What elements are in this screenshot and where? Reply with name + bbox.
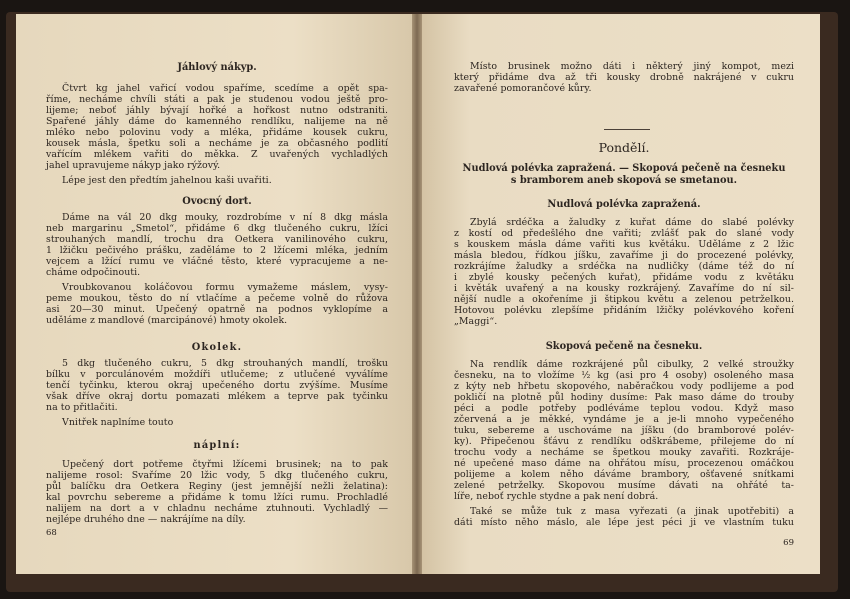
- right-page: [422, 14, 820, 574]
- text-line: zavařené pomorančové kůry.: [454, 83, 592, 94]
- text-line: nejlépe druhého dne — nakrájíme na díly.: [46, 514, 246, 525]
- text-line: který přidáme dva až tři kousky drobně nakrájené v cukru: [454, 72, 794, 83]
- text-line: tenčí tyčinku, kterou okraj upečeného dortu zvýšíme. Musíme: [46, 380, 388, 391]
- text-line: Vnitřek naplníme touto: [62, 417, 174, 428]
- section-heading: náplní:: [193, 440, 241, 451]
- text-line: Místo brusinek možno dáti i některý jiný kompot, mezi: [470, 61, 794, 72]
- text-line: asi 20—30 minut. Upečený opatrně na podnos vyklopíme a: [46, 304, 388, 315]
- text-line: vejcem a lžící rumu ve vláčné těsto, které vypracujeme a ne-: [46, 256, 388, 267]
- text-line: neb margarinu „Smetol“, přidáme 6 dkg tlučeného cukru, lžíci: [46, 223, 388, 234]
- text-line: mléko nebo polovinu vody a mléka, přidáme kousek cukru,: [46, 127, 388, 138]
- text-line: kousek másla, špetku soli a necháme je za občasného podlití: [46, 138, 388, 149]
- section-heading: Ovocný dort.: [182, 196, 252, 207]
- section-heading: Jáhlový nákyp.: [177, 62, 257, 73]
- text-line: Lépe jest den předtím jahelnou kaši uvařiti.: [62, 175, 272, 186]
- text-line: uděláme z mandlové (marcipánové) hmoty okolek.: [46, 315, 288, 326]
- text-line: ky). Připečenou šťávu z rendlíku odškrábeme, přilejeme do ní: [454, 436, 794, 447]
- text-line: „Maggi“.: [454, 316, 498, 327]
- text-line: vařícím mlékem vařiti do měkka. Z uvařených vychladlých: [46, 149, 388, 160]
- text-line: strouhaných mandlí, trochu dra Oetkera vanilinového cukru,: [46, 234, 388, 245]
- text-line: bílku v porculánovém moždíři utlučeme; z utlučené vyválíme: [46, 369, 388, 380]
- text-line: rozkrájíme žaludky a srdéčka na nudličky (dáme též do ní: [454, 261, 794, 272]
- text-line: i zbylé kousky pečených kuřat), přidáme vodu z květáku: [454, 272, 794, 283]
- text-line: Spařené jáhly dáme do kamenného rendlíku, nalijeme na ně: [46, 116, 388, 127]
- text-line: nalijeme rosol: Svaříme 20 lžic vody, 5 dkg tlučeného cukru,: [46, 470, 388, 481]
- text-line: z kostí od předešlého dne vařiti; zvlášť pak do slané vody: [454, 228, 794, 239]
- text-line: pokličí na plotně půl hodiny dusíme: Pak maso dáme do trouby: [454, 392, 794, 403]
- text-line: Hotovou polévku zlepšíme přidáním lžičky polévkového koření: [454, 305, 794, 316]
- text-line: Zbylá srdéčka a žaludky z kuřat dáme do slabé polévky: [470, 217, 794, 228]
- text-line: jahel upravujeme nákyp jako rýžový.: [46, 160, 221, 171]
- text-line: i květák uvařený a na kousky rozkrájený. Zavaříme do ní sil-: [454, 283, 794, 294]
- text-line: né upečené maso dáme na ohřátou mísu, procezenou omáčkou: [454, 458, 794, 469]
- text-line: 1 lžičku pečivého prášku, zaděláme to 2 lžícemi mléka, jedním: [46, 245, 388, 256]
- text-line: tuku, sebereme a uschováme na jíšku (do bramborové polév-: [454, 425, 794, 436]
- page-number-left: 68: [46, 528, 57, 538]
- text-line: nější nudle a okořeníme ji štipkou květu a zelenou petrželkou.: [454, 294, 794, 305]
- text-line: lijeme; neboť jáhly bývají hořké a hořkost nutno odstraniti.: [46, 105, 388, 116]
- text-line: z kýty neb hřbetu skopového, naběračkou vody podlijeme a pod: [454, 381, 794, 392]
- text-line: cháme odpočinouti.: [46, 267, 141, 278]
- text-line: Také se může tuk z masa vyřezati (a jinak upotřebiti) a: [470, 506, 794, 517]
- text-line: péci a podle potřeby podléváme teplou vodou. Když maso: [454, 403, 794, 414]
- section-heading: Pondělí.: [598, 140, 650, 155]
- text-line: másla bledou, řídkou jíšku, zavaříme ji do procezené polévky,: [454, 250, 794, 261]
- text-line: zčervená a je měkké, vyndáme je a je-li mnoho vypečeného: [454, 414, 794, 425]
- text-line: půl balíčku dra Oetkera Reginy (jest jemnější nežli želatina):: [46, 481, 388, 492]
- text-line: Upečený dort potřeme čtyřmi lžícemi brusinek; na to pak: [62, 459, 388, 470]
- text-line: dáti místo něho máslo, ale lépe jest péci ji ve vlastním tuku: [454, 517, 794, 528]
- text-line: česneku, na to vložíme ½ kg (asi pro 4 osoby) osoleného masa: [454, 370, 794, 381]
- text-line: Na rendlík dáme rozkrájené půl cibulky, 2 velké stroužky: [470, 359, 794, 370]
- text-line: na to přitlačiti.: [46, 402, 118, 413]
- text-line: však dříve okraj dortu pomazati mlékem a teprve pak tyčinku: [46, 391, 388, 402]
- section-heading: Okolek.: [191, 342, 243, 353]
- text-line: polijeme a kolem něho dáváme brambory, ošťavené snítkami: [454, 469, 794, 480]
- section-divider: [604, 129, 650, 130]
- text-line: líře, neboť rychle stydne a pak není dobrá.: [454, 491, 659, 502]
- left-page: [16, 14, 412, 574]
- text-line: Vroubkovanou koláčovou formu vymažeme máslem, vysy-: [62, 282, 388, 293]
- text-line: trochu vody a necháme se špetkou mouky zavařiti. Rozkráje-: [454, 447, 794, 458]
- page-number-right: 69: [783, 538, 794, 548]
- text-line: Čtvrt kg jahel vařicí vodou spaříme, scedíme a opět spa-: [62, 83, 388, 94]
- text-line: Dáme na vál 20 dkg mouky, rozdrobíme v ní 8 dkg másla: [62, 212, 388, 223]
- text-line: 5 dkg tlučeného cukru, 5 dkg strouhaných mandlí, trošku: [62, 358, 388, 369]
- section-heading: Nudlová polévka zapražená. — Skopová pečeně na česneku: [462, 163, 786, 174]
- text-line: zelené petrželky. Skopovou musíme dávati na ohřáté ta-: [454, 480, 794, 491]
- text-line: říme, necháme chvíli státi a pak je studenou vodou ještě pro-: [46, 94, 388, 105]
- text-line: s kouskem másla dáme vařiti kus květáku. Uděláme z 2 lžic: [454, 239, 794, 250]
- text-line: kal povrchu sebereme a přidáme k tomu lžíci rumu. Prochladlé: [46, 492, 388, 503]
- text-line: nalijem na dort a v chladnu necháme ztuhnouti. Vychladlý —: [46, 503, 388, 514]
- section-heading: Nudlová polévka zapražená.: [547, 199, 701, 210]
- section-heading: Skopová pečeně na česneku.: [545, 341, 703, 352]
- section-heading: s bramborem aneb skopová se smetanou.: [510, 175, 738, 186]
- text-line: peme moukou, těsto do ní vtlačíme a pečeme volně do růžova: [46, 293, 388, 304]
